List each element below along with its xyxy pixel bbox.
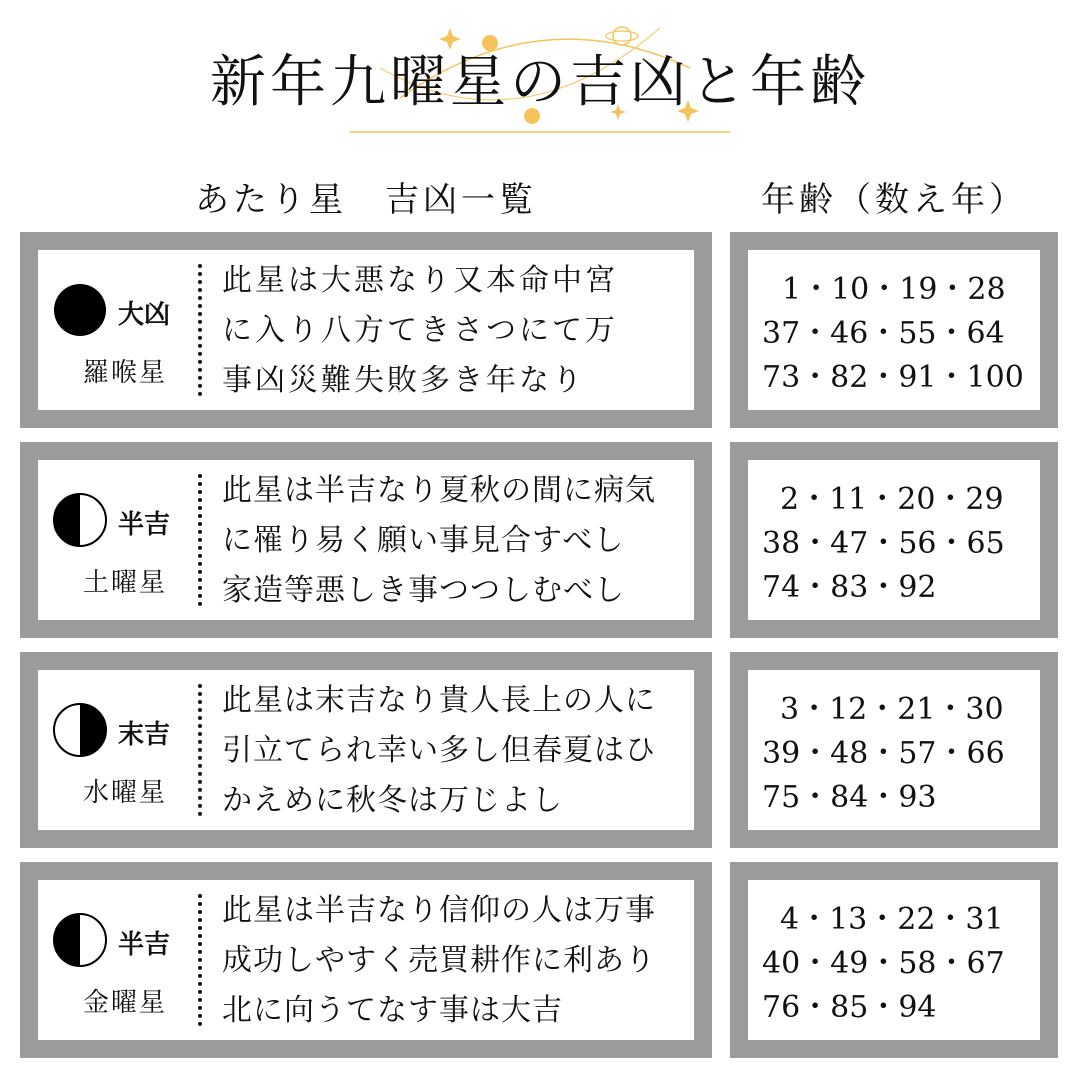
age-line: 1・10・19・28	[782, 272, 1006, 307]
fortune-description	[222, 256, 618, 406]
age-card	[730, 442, 1058, 638]
fortune-label: 大凶	[118, 300, 171, 330]
star-name: 羅喉星	[82, 358, 167, 388]
age-line: 38・47・56・65	[762, 526, 1005, 561]
age-line: 76・85・94	[762, 990, 937, 1025]
fortune-description	[222, 676, 656, 826]
full-black-circle-icon	[52, 282, 108, 338]
age-line: 40・49・58・67	[762, 946, 1005, 981]
age-line: 75・84・93	[762, 780, 937, 815]
half-left-black-circle-icon	[52, 912, 108, 968]
fortune-list-header: あたり星 吉凶一覧	[195, 180, 537, 220]
age-header: 年齢（数え年）	[761, 180, 1027, 220]
age-list	[762, 688, 1005, 820]
age-line: 3・12・21・30	[780, 692, 1004, 727]
age-line: 37・46・55・64	[762, 316, 1005, 351]
age-card	[730, 652, 1058, 848]
description-line: 此星は半吉なり夏秋の間に病気	[222, 473, 656, 508]
description-line: 此星は大悪なり又本命中宮	[222, 263, 618, 298]
dotted-divider	[198, 684, 202, 816]
fortune-label: 末吉	[118, 720, 171, 750]
fortune-label: 半吉	[118, 510, 171, 540]
description-line: 此星は半吉なり信仰の人は万事	[222, 893, 656, 928]
age-card	[730, 862, 1058, 1058]
description-line: に入り八方てきさつにて万	[222, 313, 618, 348]
description-line: 此星は末吉なり貴人長上の人に	[222, 683, 656, 718]
fortune-label: 半吉	[118, 930, 171, 960]
age-line: 39・48・57・66	[762, 736, 1005, 771]
age-line: 74・83・92	[762, 570, 937, 605]
age-card	[730, 232, 1058, 428]
description-line: 成功しやすく売買耕作に利あり	[222, 943, 656, 978]
title-area	[0, 0, 1080, 150]
half-left-black-circle-icon	[52, 492, 108, 548]
star-name: 土曜星	[82, 568, 167, 598]
star-name: 水曜星	[82, 778, 167, 808]
dotted-divider	[198, 894, 202, 1026]
fortune-row	[0, 652, 1080, 848]
fortune-description	[222, 466, 656, 616]
fortune-card	[20, 442, 712, 638]
fortune-card	[20, 652, 712, 848]
half-right-black-circle-icon	[52, 702, 108, 758]
page-title: 新年九曜星の吉凶と年齢	[210, 50, 870, 115]
description-line: かえめに秋冬は万じよし	[222, 783, 563, 818]
star-name: 金曜星	[82, 988, 167, 1018]
fortune-card	[20, 232, 712, 428]
age-list	[762, 268, 1024, 400]
description-line: に罹り易く願い事見合すべし	[222, 523, 625, 558]
age-line: 4・13・22・31	[780, 902, 1004, 937]
description-line: 引立てられ幸い多し但春夏はひ	[222, 733, 656, 768]
fortune-card	[20, 862, 712, 1058]
description-line: 北に向うてなす事は大吉	[222, 993, 563, 1028]
fortune-row	[0, 232, 1080, 428]
fortune-row	[0, 442, 1080, 638]
fortune-row	[0, 862, 1080, 1058]
age-list	[762, 478, 1005, 610]
fortune-description	[222, 886, 656, 1036]
age-line: 73・82・91・100	[762, 360, 1024, 395]
age-line: 2・11・20・29	[780, 482, 1004, 517]
description-line: 家造等悪しき事つつしむべし	[222, 573, 625, 608]
dotted-divider	[198, 474, 202, 606]
dotted-divider	[198, 264, 202, 396]
description-line: 事凶災難失敗多き年なり	[222, 363, 585, 398]
age-list	[762, 898, 1005, 1030]
